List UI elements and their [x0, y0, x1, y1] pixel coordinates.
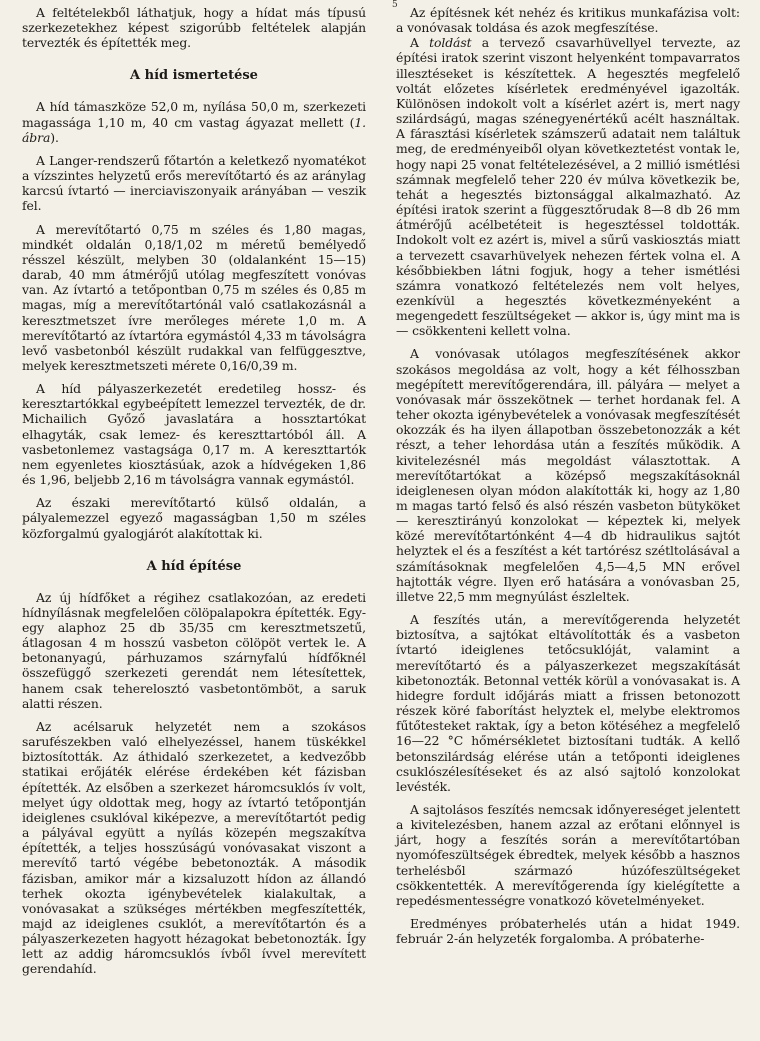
paragraph-jacking-advantage: A sajtolásos feszítés nemcsak időnyereséget jelentett a kivitelezésben, hanem azzal az erőtani előnnyel is járt, hogy a feszítés során a merevítőtartóban nyomófeszültségek ébredtek, melyek később a hasznos terhelésből származó húzófeszültségeket csökkentették. A merevítőgerenda így kielégítette a repedésmentességre vonatkozó követelményeket.	[396, 801, 740, 908]
page-number: 5	[392, 0, 398, 10]
paragraph-after-prestressing: A feszítés után, a merevítőgerenda helyzetét biztosítva, a sajtókat eltávolították és a vasbeton ívtartó ideiglenes tetőcsuklóját, valamint a merevítőtartó és a pályaszerkezet megszakítását kibetonozták. Betonnal vették körül a vonóvasakat is. A hidegre fordult időjárás miatt a frissen betonozott részek köré faborítást helyztek el, melybe elektromos fűtőtesteket raktak, így a beton kötéséhez a megfelelő 16—22 °C hőmérsékletet biztosítani tudták. A kellő betonszilárdság elérése után a tetőponti ideiglenes csuklószélesítéseket és az alsó sajtoló konzolokat levésték.	[396, 612, 740, 794]
paragraph-main-girder: A Langer-rendszerű főtartón a keletkező nyomatékot a vízszintes helyzetű erős merevítőtartó és az aránylag karcsú ívtartó — inerciaviszonyaik arányában — veszik fel.	[22, 152, 366, 214]
paragraph-prestressing: A vonóvasak utólagos megfeszítésének akkor szokásos megoldása az volt, hogy a két félhosszban megépített merevítőgerendára, ill. pályára — melyet a vonóvasak már összekötnek — terhet hordanak fel. A teher okozta igénybevételek a vonóvasak megfeszítését okozzák és ha ilyen állapotban összebetonozzák a két részt, a teher lehordása után a feszítés működik. A kivitelezésnél más megoldást választottak. A merevítőtartókat a középső megszakításoknál ideiglenesen olyan módon alakították ki, hogy az 1,80 m magas tartó felső és alsó részén vasbeton bütyköket — keresztirányú konzolokat — képeztek ki, melyek közé merevítőtartónként 4—4 db hidraulikus sajtót helyztek el és a feszítést a két tartórész szétltolásával a számításoknak megfelelően 4,5—4,5 MN erővel hajtották végre. Ilyen erő hatására a vonóvasban 25, illetve 22,5 mm megnyúlást észleltek.	[396, 346, 740, 604]
section-heading-description: A híd ismertetése	[130, 68, 258, 84]
paragraph-deck-structure: A híd pályaszerkezetét eredetileg hossz- és keresztartókkal egybeépített lemezzel tervezték, de dr. Michailich Győző javaslatára a hossztartókat elhagyták, csak lemez- és kereszttartóból áll. A vasbetonlemez vastagsága 0,17 m. A kereszttartók nem egyenletes kiosztásúak, azok a hídvégeken 1,86 és 1,96, beljebb 2,16 m távolságra vannak egymástól.	[22, 381, 366, 488]
paragraph-bearings-phases: Az acélsaruk helyzetét nem a szokásos sarufészekben való elhelyezéssel, hanem tüskékkel biztosították. Az áthidaló szerkezetet, a kedvezőbb statikai erőjáték elérése érdekében két fázisban építették. Az elsőben a szerkezet háromcsuklós ív volt, melyet úgy oldottak meg, hogy az ívtartó tetőpontján ideiglenes csuklóval kiképezve, a merevítőtartót pedig a pályával együtt a nyílás közepén megszakítva építették, a teljes hosszúságú vonóvasakat viszont a merevítő tartó végébe bebetonozták. A második fázisban, amikor már a kizsaluzott hídon az állandó terhek okozta igénybevételek kialakultak, a vonóvasakat a szükséges mértékben megfeszítették, majd az ideiglenes csuklót, a merevítőtartón és a pályaszerkezeten hagyott hézagokat bebetonozták. Így lett az addig háromcsuklós ívből ívvel merevített gerendahíd.	[22, 718, 366, 977]
section-heading-construction: A híd építése	[146, 558, 242, 574]
intro-paragraph: A feltételekből láthatjuk, hogy a hídat más típusú szerkezetekhez képest szigorúbb feltételek alapján tervezték és építették meg.	[22, 5, 366, 51]
paragraph-stiffening-girder: A merevítőtartó 0,75 m széles és 1,80 magas, mindkét oldalán 0,18/1,02 m méretű bemélyedő résszel készült, melyben 30 (oldalanként 15—15) darab, 40 mm átmérőjű utólag megfeszített vonóvas van. Az ívtartó a tetőpontban 0,75 m széles és 0,85 m magas, míg a merevítőtartónál való csatlakozásnál a keresztmetszet ívre merőleges mérete 1,0 m. A merevítőtartó az ívtartóra egymástól 4,33 m távolságra levő vasbetonból készült rudakkal van felfüggesztve, melyek keresztmetszeti mérete 0,16/0,39 m.	[22, 221, 366, 373]
paragraph-dimensions	[22, 99, 366, 144]
paragraph-critical-phases: Az építésnek két nehéz és kritikus munkafázisa volt: a vonóvasak toldása és azok megfeszítése.	[396, 5, 740, 36]
left-column	[22, 5, 366, 977]
emphasis-term: toldást	[429, 35, 472, 51]
figure-reference: 1. ábra	[22, 114, 366, 145]
paragraph-text: ).	[50, 129, 59, 145]
paragraph-load-test: Eredményes próbaterhelés után a hidat 1949. február 2-án helyzeték forgalomba. A próbaterhe-	[396, 916, 740, 947]
paragraph-abutments: Az új hídfőket a régihez csatlakozóan, az eredeti hídnyílásnak megfelelően cölöpalapokra építették. Egy-egy alaphoz 25 db 35/35 cm keresztmetszetű, átlagosan 4 m hosszú vasbeton cölöpöt vertek le. A betonanyagú, párhuzamos szárnyfalú hídfőknél összefüggő szerkezeti gerendát nem létesítettek, hanem csak teherelosztó vasbetontömböt, a saruk alatti részen.	[22, 589, 366, 711]
right-column	[396, 5, 740, 946]
paragraph-text: A	[410, 35, 430, 51]
paragraph-text: A híd támaszköze 52,0 m, nyílása 50,0 m, szerkezeti magassága 1,10 m, 40 cm vastag ágyazat mellett (	[22, 99, 366, 130]
paragraph-text: a tervező csavarhüvellyel tervezte, az építési iratok szerint viszont helyenként tompavarratos illesztéseket is készítettek. A hegesztés megfelelő voltát előzetes kísérletek eredményével igazolták. Különösen indokolt volt a kísérlet azért is, mert nagy szilárdságú, magas szénegyenértékű acélt használtak. A fárasztási kísérletek számszerű adatait nem találtuk meg, de eredményeiből olyan következtetést vontak le, hogy napi 25 vonat feltételezésével, a 2 millió ismétlési számnak megfelelő teher 220 év múlva következik be, tehát a hegesztés biztonsággal alkalmazható. Az építési iratok szerint a függesztőrudak 8—8 db 26 mm átmérőjű acélbetéteit is hegesztéssel toldották. Indokolt volt ez azért is, mivel a sűrű vaskiosztás miatt a tervezett csavarhüvelyek nehezen fértek volna el. A későbbiekben látni fogjuk, hogy a teher ismétlési számra vonatkozó feltételezés nem volt helyes, ezenkívül a hegesztés következményeként a megengedett feszültségeket — akkor is, úgy mint ma is — csökkenteni kellett volna.	[396, 35, 740, 339]
paragraph-footway: Az északi merevítőtartó külső oldalán, a pályalemezzel egyező magasságban 1,50 m széles közforgalmú gyalogjárót alakítottak ki.	[22, 495, 366, 541]
paragraph-splicing	[396, 35, 740, 338]
